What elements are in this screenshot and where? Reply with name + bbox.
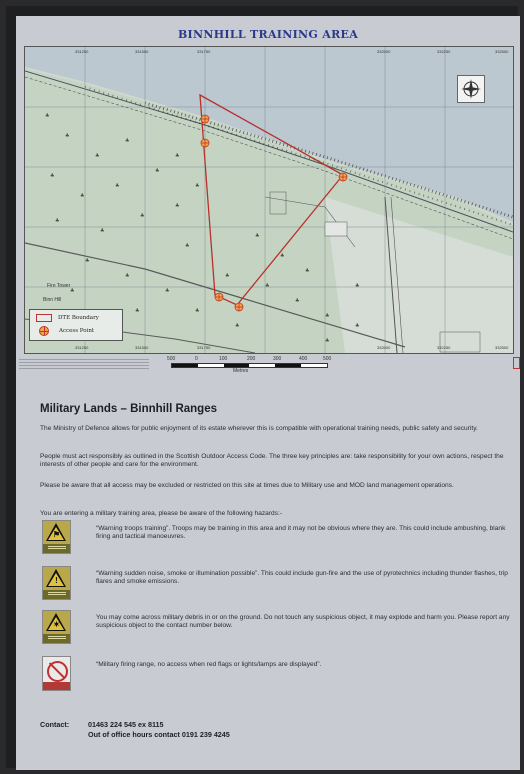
svg-text:♣: ♣ (115, 183, 120, 189)
svg-text:♣: ♣ (355, 283, 360, 289)
svg-text:♣: ♣ (195, 308, 200, 314)
scale-number: 500 (323, 356, 332, 362)
svg-text:♣: ♣ (175, 203, 180, 209)
map-title: BINNHILL TRAINING AREA (177, 28, 359, 41)
svg-text:♣: ♣ (70, 288, 75, 294)
scale-number: 100 (219, 356, 228, 362)
grid-number: 331500 (135, 49, 149, 54)
hazards-intro: You are entering a military training area, please be aware of the following hazards:- (40, 510, 283, 517)
svg-text:♣: ♣ (355, 323, 360, 329)
svg-text:♣: ♣ (100, 228, 105, 234)
svg-text:♣: ♣ (255, 233, 260, 239)
grid-number: 332250 (437, 345, 451, 350)
grid-number: 331750 (197, 49, 211, 54)
access-code-paragraph: People must act responsibly as outlined in the Scottish Outdoor Access Code. The three key principles are: take responsibility for your own actions, respect the interests of other people and care for the environment. (40, 453, 504, 469)
svg-text:♣: ♣ (305, 268, 310, 274)
legend-access-label: Access Point (59, 328, 95, 334)
svg-text:♣: ♣ (55, 218, 60, 224)
grid-number: 332500 (495, 345, 509, 350)
sign-frame (6, 6, 518, 768)
svg-text:♣: ♣ (125, 273, 130, 279)
notice-heading: Military Lands – Binnhill Ranges (40, 403, 218, 415)
training-area-map (24, 46, 514, 354)
grid-number: 331500 (135, 345, 149, 350)
svg-text:♣: ♣ (325, 338, 330, 344)
warning-noise-icon: ! (42, 566, 71, 600)
map-canvas (25, 47, 513, 353)
svg-text:♣: ♣ (80, 193, 85, 199)
place-label: Fire Tower (47, 283, 71, 289)
svg-text:♣: ♣ (155, 168, 160, 174)
restriction-paragraph: Please be aware that all access may be excluded or restricted on this site at times due to Military use and MOD land management operations. (40, 482, 454, 489)
svg-text:♣: ♣ (45, 113, 50, 119)
svg-text:♣: ♣ (225, 273, 230, 279)
hazard-debris-text: You may come across military debris in or on the ground. Do not touch any suspicious object, it may explode and harm you. Please report any suspicious object to the contact number below. (96, 614, 510, 630)
svg-text:♣: ♣ (125, 138, 130, 144)
contact-label: Contact: (40, 720, 70, 729)
svg-text:♣: ♣ (295, 298, 300, 304)
svg-text:♣: ♣ (50, 173, 55, 179)
scale-unit: Metres (233, 368, 249, 374)
grid-number: 332500 (495, 49, 509, 54)
svg-text:♣: ♣ (175, 153, 180, 159)
scale-number: 0 (195, 356, 198, 362)
svg-text:♣: ♣ (140, 213, 145, 219)
access-point-icon (39, 326, 49, 336)
notice-board (16, 16, 520, 770)
svg-text:♣: ♣ (265, 283, 270, 289)
grid-number: 332000 (377, 49, 391, 54)
hazard-troops-text: “Warning troops training”. Troops may be training in this area and it may not be obvious where they are. This could include ambushing, blank firing and tactical manoeuvres. (96, 525, 506, 541)
north-compass-icon (457, 75, 485, 103)
svg-text:♣: ♣ (185, 243, 190, 249)
grid-number: 331250 (75, 345, 89, 350)
map-corner-mark (513, 357, 520, 369)
military-debris-icon: ✶ (42, 610, 71, 644)
place-label: Binn Hill (43, 297, 62, 303)
grid-number: 332000 (377, 345, 391, 350)
svg-text:♣: ♣ (95, 153, 100, 159)
svg-text:♣: ♣ (135, 308, 140, 314)
grid-number: 331750 (197, 345, 211, 350)
contact-out-of-hours: Out of office hours contact 0191 239 4245 (88, 730, 230, 739)
hazard-firing-range-text: “Military firing range, no access when red flags or lights/lamps are displayed”. (96, 661, 322, 668)
scale-number: 200 (247, 356, 256, 362)
no-access-icon (42, 656, 71, 691)
scale-number: 500 (167, 356, 176, 362)
grid-number: 331250 (75, 49, 89, 54)
hazard-noise-text: “Warning sudden noise, smoke or illumination possible”. This could include gun-fire and the use of pyrotechnics including thunder flashes, trip flares and smoke emissions. (96, 570, 508, 586)
dte-boundary-swatch (36, 314, 52, 322)
legend-boundary-label: DTE Boundary (58, 315, 99, 321)
svg-text:♣: ♣ (235, 323, 240, 329)
scale-number: 400 (299, 356, 308, 362)
svg-text:♣: ♣ (325, 313, 330, 319)
intro-paragraph: The Ministry of Defence allows for public enjoyment of its estate wherever this is compatible with operational training needs, public safety and security. (40, 425, 478, 432)
map-legend (29, 309, 123, 341)
warning-troops-icon: ⚑ (42, 520, 71, 554)
svg-text:♣: ♣ (195, 183, 200, 189)
svg-text:♣: ♣ (65, 133, 70, 139)
svg-text:♣: ♣ (165, 288, 170, 294)
svg-text:♣: ♣ (85, 258, 90, 264)
scale-number: 300 (273, 356, 282, 362)
grid-number: 332250 (437, 49, 451, 54)
svg-text:♣: ♣ (280, 253, 285, 259)
map-fineprint (19, 359, 149, 369)
contact-phone: 01463 224 545 ex 8115 (88, 720, 164, 729)
